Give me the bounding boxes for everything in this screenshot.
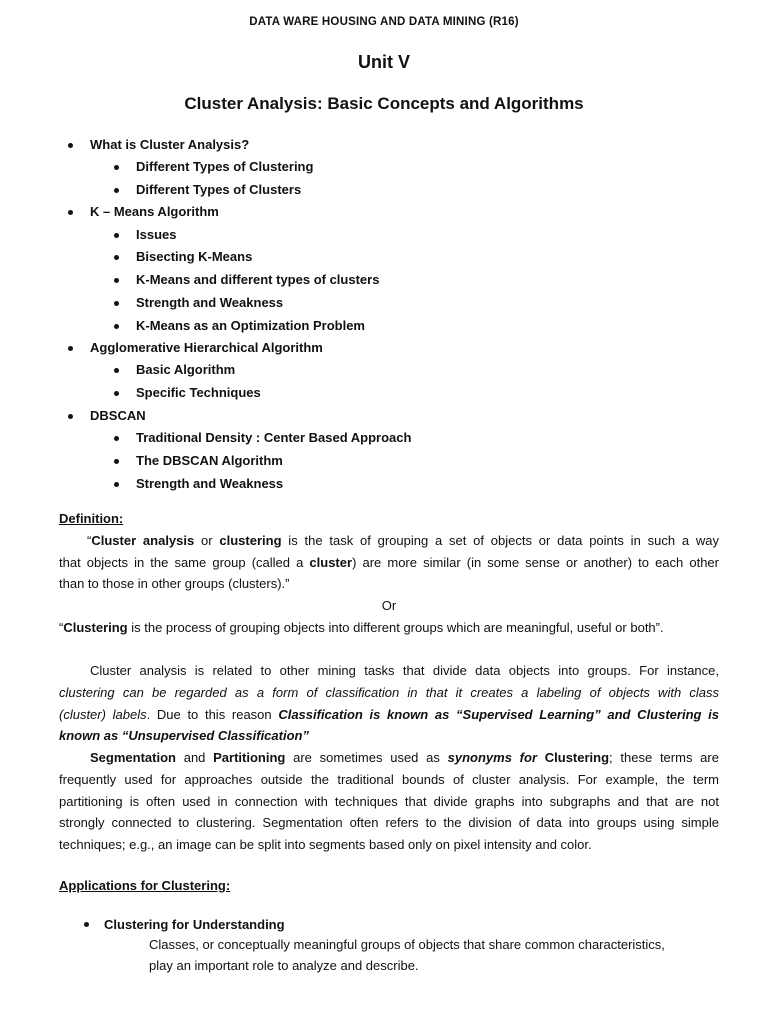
bullet-icon [84,922,89,927]
definition-line: “Cluster analysis or clustering is the task of grouping a set of objects or data points in such a way [87,532,719,548]
applications-heading: Applications for Clustering: [59,878,231,893]
document-page: DATA WARE HOUSING AND DATA MINING (R16) Unit V Cluster Analysis: Basic Concepts and Algorithms What is Cluster Analysis? Different Types of Clustering Different Types of Clusters K – Means Algorithm Issues Bisecting K-Means K-Means and different types of clusters Strength and Weakness K-Means as an Optimization Problem Agglomerative Hierarchical Algorithm Basic Algorithm Specific Techniques DBSCAN Traditional Density : Center Based Approach The DBSCAN Algorithm Strength and Weakness Definition: “Cluster analysis or clustering is the task of grouping a set of objects or data points in such a way that objects in the same group (called a cluster) are more similar (in some sense or another) to each other than to those in other groups (clusters).” Or “Clustering is the process of grouping objects into different groups which are meaningful, useful or both”. Cluster analysis is related to other mining tasks that divide data objects into groups. For instance, clustering can be regarded as a form of classification in that it creates a labeling of objects with class (cluster) labels. Due to this reason Classification is known as “Supervised Learning” and Clustering is known as “Unsupervised Classification” Segmentation and Partitioning are sometimes used as synonyms for Clustering; these terms are frequently used for approaches outside the traditional bounds of cluster analysis. For example, the term partitioning is often used in connection with techniques that divide graphs into subgraphs and that are not strongly connected to clustering. Segmentation often refers to the division of data into groups using simple techniques; e.g., an image can be split into segments based only on pixel intensity and color. Applications for Clustering: Clustering for Understanding Classes, or conceptually meaningful groups of objects that share common characteristics, play an important role to analyze and describe. [0,0,768,1024]
unit-heading: Unit V [358,52,410,72]
bullet-icon [114,324,119,329]
paragraph-related-tasks [59,660,719,747]
definition-or: Or [381,598,397,614]
paragraph-line: techniques; e.g., an image can be split into segments based only on pixel intensity and color. [59,837,592,853]
definition-line: “Clustering is the process of grouping objects into different groups which are meaningful, useful or both”. [59,619,664,635]
page-title: Cluster Analysis: Basic Concepts and Algorithms [184,94,584,113]
definition-heading: Definition: [59,511,124,526]
paragraph-line: clustering can be regarded as a form of classification in that it creates a labeling of objects with class [59,684,719,700]
applications-item [104,914,724,936]
bullet-icon [114,436,119,441]
paragraph-segmentation [59,747,719,856]
paragraph-line: Segmentation and Partitioning are sometimes used as synonyms for Clustering; these terms are [90,750,719,765]
bullet-icon [114,368,119,373]
bullet-icon [114,165,119,170]
bullet-icon [114,459,119,464]
paragraph-line: (cluster) labels. Due to this reason Classification is known as “Supervised Learning” and Clustering is [59,706,719,722]
applications-item-text: Classes, or conceptually meaningful groups of objects that share common characteristics, play an important role to analyze and describe. [149,937,665,973]
paragraph-line: Cluster analysis is related to other mining tasks that divide data objects into groups. For instance, [90,663,719,678]
bullet-icon [68,143,73,148]
bullet-icon [114,391,119,396]
bullet-icon [114,482,119,487]
page-header: DATA WARE HOUSING AND DATA MINING (R16) [249,16,519,28]
bullet-icon [114,301,119,306]
definition-line: that objects in the same group (called a cluster) are more similar (in some sense or another) to each other [59,554,719,570]
bullet-icon [68,210,73,215]
paragraph-line: known as “Unsupervised Classification” [59,728,309,744]
bullet-icon [114,188,119,193]
bullet-icon [68,346,73,351]
definition-line: than to those in other groups (clusters).” [59,576,290,592]
bullet-icon [114,278,119,283]
bullet-icon [114,255,119,260]
applications-item-title: Clustering for Understanding [104,917,285,932]
paragraph-line: strongly connected to clustering. Segmentation often refers to the division of data into groups using simple [59,815,719,831]
paragraph-line: frequently used for approaches outside the traditional bounds of cluster analysis. For example, the term [59,771,719,787]
bullet-icon [114,233,119,238]
bullet-icon [68,414,73,419]
definition-section [59,508,719,639]
paragraph-line: partitioning is often used in connection with techniques that divide graphs into subgraphs and that are not [59,793,719,809]
